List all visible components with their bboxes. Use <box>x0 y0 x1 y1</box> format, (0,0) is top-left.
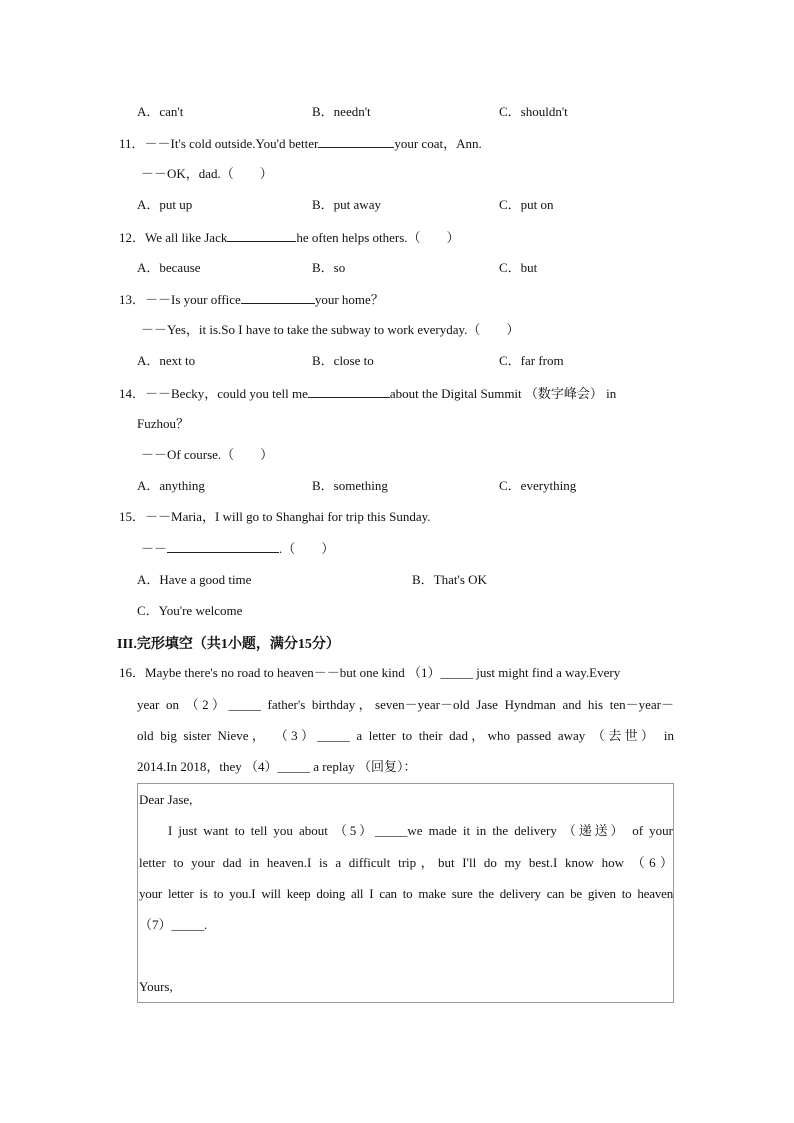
q15-number: 15． <box>119 509 146 524</box>
q11-option-a: A．put up <box>137 197 193 212</box>
letter-closing: Yours, <box>139 979 173 994</box>
letter-line-1: I just want to tell you about （5）_____we made it in the delivery （递送） of your <box>168 823 673 838</box>
q10-option-b: B．needn't <box>312 104 371 119</box>
q11-text-pre: －－It's cold outside.You'd better <box>144 136 319 151</box>
q14-option-a: A．anything <box>137 478 205 493</box>
q11-number: 11． <box>119 136 145 151</box>
q11-blank <box>318 135 394 148</box>
q11-reply: －－OK，dad.（ ） <box>141 166 273 181</box>
q16-number: 16． <box>119 665 146 680</box>
q12-option-a: A．because <box>137 260 201 275</box>
q13-question <box>119 291 384 308</box>
q11-option-c: C．put on <box>499 197 554 212</box>
q13-option-b: B．close to <box>312 353 374 368</box>
q12-number: 12． <box>119 230 146 245</box>
q15-option-a: A．Have a good time <box>137 572 252 587</box>
q14-option-b: B．something <box>312 478 388 493</box>
q13-text-pre: －－Is your office <box>145 292 241 307</box>
q15-blank <box>167 540 279 553</box>
q11-question <box>119 135 482 152</box>
letter-greeting: Dear Jase, <box>139 792 193 807</box>
q14-continuation: Fuzhou？ <box>137 416 190 431</box>
q13-option-a: A．next to <box>137 353 196 368</box>
q13-number: 13． <box>119 292 146 307</box>
q12-option-c: C．but <box>499 260 538 275</box>
q16-line-2: year on （2）_____ father's birthday，seven－year－old Jase Hyndman and his ten－year－ <box>137 697 674 712</box>
q14-question <box>119 385 674 402</box>
q14-number: 14． <box>119 386 146 401</box>
q15-question <box>119 509 431 525</box>
q14-blank <box>308 385 390 398</box>
q14-option-c: C．everything <box>499 478 577 493</box>
q13-option-c: C．far from <box>499 353 564 368</box>
q15-text: －－Maria，I will go to Shanghai for trip this Sunday. <box>145 509 431 524</box>
q15-option-b: B．That's OK <box>412 572 487 587</box>
q16-text-1: Maybe there's no road to heaven－－but one kind （1）_____ just might find a way.Every <box>145 665 621 680</box>
q11-text-post: your coat，Ann. <box>394 136 482 151</box>
q13-blank <box>241 291 315 304</box>
q10-option-c: C．shouldn't <box>499 104 568 119</box>
q12-text-post: he often helps others.（ ） <box>296 230 460 245</box>
q10-option-a: A．can't <box>137 104 184 119</box>
section-heading: III.完形填空（共1小题，满分15分） <box>117 637 340 652</box>
q16-line-4: 2014.In 2018，they （4）_____ a replay （回复）： <box>137 759 417 774</box>
q14-reply: －－Of course.（ ） <box>141 447 274 462</box>
letter-line-3: your letter is to you.I will keep doing all I can to make sure the delivery can be given to heaven <box>139 886 673 901</box>
q15-option-c: C．You're welcome <box>137 603 243 618</box>
q12-text-pre: We all like Jack <box>145 230 228 245</box>
q15-reply <box>141 540 334 557</box>
q14-text-post: about the Digital Summit （数字峰会） in <box>389 386 617 401</box>
q14-text-pre: －－Becky，could you tell me <box>145 386 308 401</box>
letter-line-2: letter to your dad in heaven.I is a difficult trip，but I'll do my best.I know how （6） <box>139 855 673 870</box>
q13-reply: －－Yes，it is.So I have to take the subway to work everyday.（ ） <box>141 322 520 337</box>
q15-reply-pre: －－ <box>141 541 168 556</box>
q13-text-post: your home？ <box>314 292 384 307</box>
q12-question <box>119 229 460 246</box>
q12-blank <box>227 229 296 242</box>
q16-line-1 <box>119 665 620 681</box>
q12-option-b: B．so <box>312 260 346 275</box>
q15-reply-post: .（ ） <box>279 541 335 556</box>
q16-line-3: old big sister Nieve， （3）_____ a letter to their dad，who passed away （去世） in <box>137 728 674 743</box>
q11-option-b: B．put away <box>312 197 381 212</box>
letter-line-4: （7）_____. <box>139 917 208 932</box>
